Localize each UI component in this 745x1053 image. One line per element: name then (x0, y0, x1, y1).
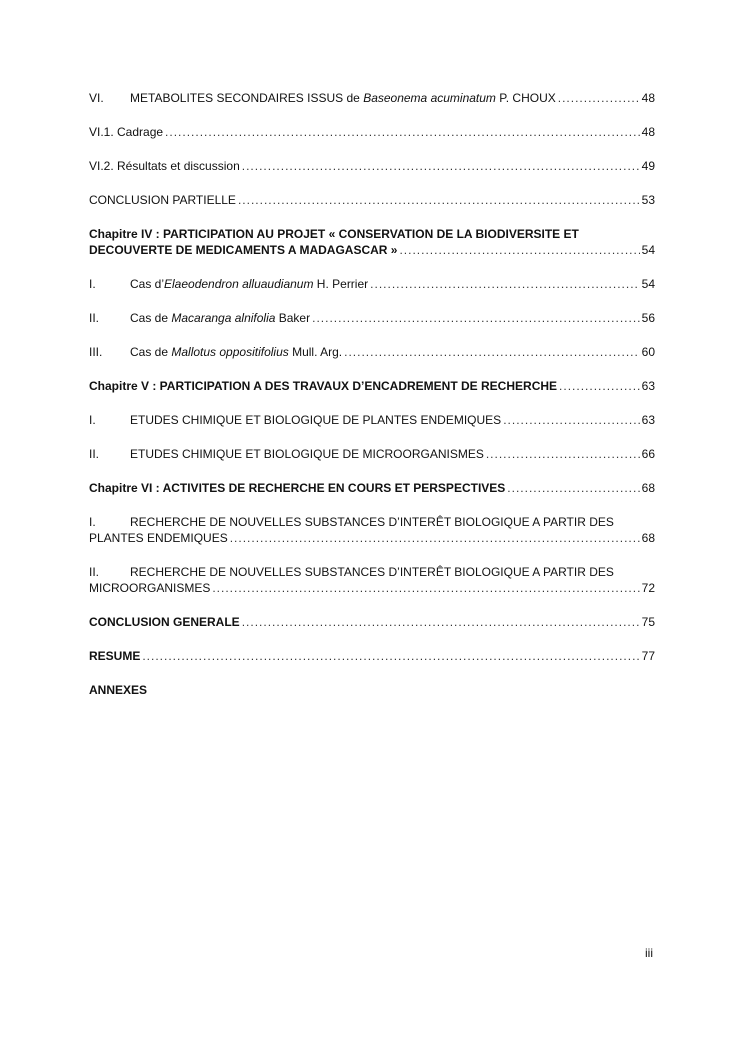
toc-page-number: 72 (641, 581, 655, 595)
toc-entry-vi-ii[interactable] (89, 564, 655, 596)
toc-entry-v-ii[interactable] (89, 446, 655, 462)
toc-entry-vi-1[interactable] (89, 124, 655, 140)
toc-title: CONCLUSION GENERALE (89, 615, 240, 629)
toc-title-line-1: RECHERCHE DE NOUVELLES SUBSTANCES D’INTERÊT BIOLOGIQUE A PARTIR DES (130, 565, 614, 579)
toc-page-number: 60 (641, 345, 655, 359)
toc-title: ETUDES CHIMIQUE ET BIOLOGIQUE DE MICROORGANISMES (130, 447, 484, 461)
toc-title-line-2: PLANTES ENDEMIQUES (89, 531, 228, 545)
leader-dots (142, 648, 639, 664)
leader-dots (558, 90, 640, 106)
toc-entry-iv-ii[interactable] (89, 310, 655, 326)
toc-number: I. (89, 413, 96, 427)
toc-title: RESUME (89, 649, 141, 663)
toc-title-line-1: RECHERCHE DE NOUVELLES SUBSTANCES D’INTERÊT BIOLOGIQUE A PARTIR DES (130, 515, 614, 529)
leader-dots (165, 124, 640, 140)
toc-entry-chapitre-iv[interactable] (89, 226, 655, 258)
toc-entry-resume[interactable] (89, 648, 655, 664)
toc-page-number: 77 (641, 649, 655, 663)
toc-title-line-2: MICROORGANISMES (89, 581, 211, 595)
toc-title: VI.2. Résultats et discussion (89, 159, 240, 173)
leader-dots (486, 446, 640, 462)
toc-title: Cas de Mallotus oppositifolius Mull. Arg. (130, 345, 343, 359)
toc-title-line-2: DECOUVERTE DE MEDICAMENTS A MADAGASCAR » (89, 243, 398, 257)
toc-page-number: 68 (641, 531, 655, 545)
toc-page-number: 48 (641, 125, 655, 139)
toc-title: Cas d’Elaeodendron alluaudianum H. Perrier (130, 277, 369, 291)
toc-page-number: 53 (641, 193, 655, 207)
toc-entry-annexes[interactable] (89, 682, 655, 698)
toc-title: VI.1. Cadrage (89, 125, 164, 139)
toc-title: Chapitre VI : ACTIVITES DE RECHERCHE EN COURS ET PERSPECTIVES (89, 481, 506, 495)
leader-dots (559, 378, 640, 394)
leader-dots (312, 310, 640, 326)
toc-page-number: 63 (641, 379, 655, 393)
toc-number: II. (89, 447, 100, 461)
leader-dots (230, 530, 640, 546)
toc-number: VI. (89, 91, 104, 105)
leader-dots (238, 192, 640, 208)
toc-number: II. (89, 565, 100, 579)
leader-dots (242, 158, 640, 174)
leader-dots (503, 412, 639, 428)
toc-entry-vi[interactable] (89, 90, 655, 106)
toc-entry-chapitre-v[interactable] (89, 378, 655, 394)
leader-dots (344, 344, 640, 360)
toc-title-line-1: Chapitre IV : PARTICIPATION AU PROJET « CONSERVATION DE LA BIODIVERSITE ET (89, 227, 579, 241)
toc-number: I. (89, 277, 96, 291)
leader-dots (212, 580, 639, 596)
leader-dots (370, 276, 639, 292)
toc-page-number: 54 (641, 243, 655, 257)
toc-entry-chapitre-vi[interactable] (89, 480, 655, 496)
toc-title: METABOLITES SECONDAIRES ISSUS de Baseonema acuminatum P. CHOUX (130, 91, 556, 105)
leader-dots (507, 480, 639, 496)
toc-entry-iv-iii[interactable] (89, 344, 655, 360)
toc-number: III. (89, 345, 103, 359)
toc-number: II. (89, 311, 100, 325)
toc-entry-conclusion-partielle[interactable] (89, 192, 655, 208)
toc-page-number: 49 (641, 159, 655, 173)
toc-entry-iv-i[interactable] (89, 276, 655, 292)
toc-title: Chapitre V : PARTICIPATION A DES TRAVAUX D’ENCADREMENT DE RECHERCHE (89, 379, 558, 393)
toc-title: ANNEXES (89, 683, 148, 697)
toc-title: CONCLUSION PARTIELLE (89, 193, 236, 207)
toc-number: I. (89, 515, 96, 529)
toc-page-number: 75 (641, 615, 655, 629)
leader-dots (242, 614, 640, 630)
toc-entry-v-i[interactable] (89, 412, 655, 428)
toc-page-number: 56 (641, 311, 655, 325)
table-of-contents (89, 90, 655, 716)
toc-page-number: 54 (641, 277, 655, 291)
toc-page-number: 48 (641, 91, 655, 105)
toc-page-number: 63 (641, 413, 655, 427)
page-folio: iii (645, 946, 653, 960)
leader-dots (399, 242, 639, 258)
toc-page-number: 66 (641, 447, 655, 461)
toc-entry-vi-2[interactable] (89, 158, 655, 174)
toc-entry-conclusion-generale[interactable] (89, 614, 655, 630)
toc-entry-vi-i[interactable] (89, 514, 655, 546)
toc-page-number: 68 (641, 481, 655, 495)
toc-title: ETUDES CHIMIQUE ET BIOLOGIQUE DE PLANTES ENDEMIQUES (130, 413, 502, 427)
toc-title: Cas de Macaranga alnifolia Baker (130, 311, 311, 325)
